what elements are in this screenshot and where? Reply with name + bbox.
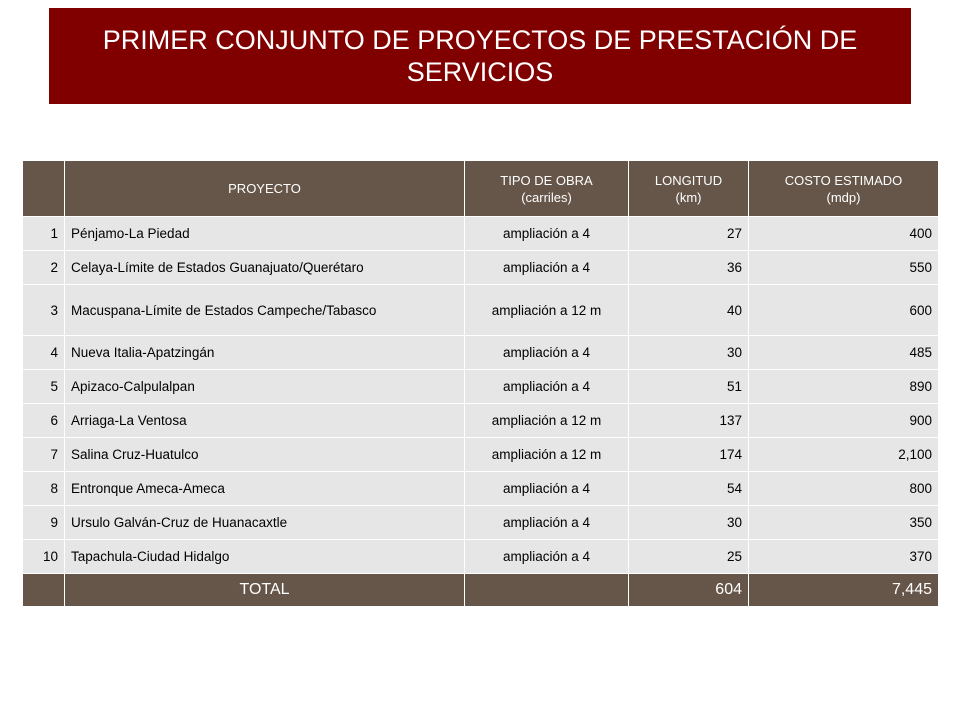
header-longitud-line1: LONGITUD — [654, 172, 723, 188]
length-km: 137 — [629, 404, 749, 438]
header-tipo-line1: TIPO DE OBRA — [500, 172, 593, 188]
table-row — [23, 217, 939, 251]
header-index — [23, 161, 65, 217]
total-estimated-cost: 7,445 — [749, 574, 939, 607]
table-row — [23, 370, 939, 404]
total-tipo-cell — [465, 574, 629, 607]
length-km: 36 — [629, 251, 749, 285]
work-type: ampliación a 4 — [465, 251, 629, 285]
header-proyecto: PROYECTO — [65, 161, 465, 217]
project-name: Tapachula-Ciudad Hidalgo — [65, 540, 465, 574]
work-type: ampliación a 4 — [465, 336, 629, 370]
table-row — [23, 251, 939, 285]
table-header-row — [23, 161, 939, 217]
header-longitud — [629, 161, 749, 217]
estimated-cost: 350 — [749, 506, 939, 540]
row-number: 7 — [23, 438, 65, 472]
header-costo-line2: (mdp) — [826, 189, 861, 205]
total-length-km: 604 — [629, 574, 749, 607]
project-name: Arriaga-La Ventosa — [65, 404, 465, 438]
estimated-cost: 485 — [749, 336, 939, 370]
header-longitud-line2: (km) — [675, 189, 702, 205]
table-row — [23, 472, 939, 506]
project-name: Nueva Italia-Apatzingán — [65, 336, 465, 370]
project-name: Celaya-Límite de Estados Guanajuato/Querétaro — [65, 251, 465, 285]
length-km: 25 — [629, 540, 749, 574]
estimated-cost: 800 — [749, 472, 939, 506]
project-name: Entronque Ameca-Ameca — [65, 472, 465, 506]
project-name: Apizaco-Calpulalpan — [65, 370, 465, 404]
estimated-cost: 370 — [749, 540, 939, 574]
work-type: ampliación a 4 — [465, 540, 629, 574]
length-km: 30 — [629, 506, 749, 540]
row-number: 10 — [23, 540, 65, 574]
length-km: 27 — [629, 217, 749, 251]
work-type: ampliación a 12 m — [465, 438, 629, 472]
work-type: ampliación a 4 — [465, 472, 629, 506]
header-tipo-line2: (carriles) — [521, 189, 572, 205]
projects-table — [22, 160, 939, 607]
page-title — [49, 8, 911, 104]
table-row — [23, 285, 939, 336]
row-number: 2 — [23, 251, 65, 285]
row-number: 9 — [23, 506, 65, 540]
length-km: 54 — [629, 472, 749, 506]
work-type: ampliación a 4 — [465, 506, 629, 540]
row-number: 5 — [23, 370, 65, 404]
table-row — [23, 336, 939, 370]
table-row — [23, 404, 939, 438]
work-type: ampliación a 12 m — [465, 404, 629, 438]
estimated-cost: 400 — [749, 217, 939, 251]
table-row — [23, 540, 939, 574]
work-type: ampliación a 4 — [465, 370, 629, 404]
total-index-cell — [23, 574, 65, 607]
length-km: 30 — [629, 336, 749, 370]
estimated-cost: 550 — [749, 251, 939, 285]
header-tipo — [465, 161, 629, 217]
row-number: 3 — [23, 285, 65, 336]
work-type: ampliación a 12 m — [465, 285, 629, 336]
table-row — [23, 506, 939, 540]
estimated-cost: 900 — [749, 404, 939, 438]
header-costo — [749, 161, 939, 217]
project-name: Ursulo Galván-Cruz de Huanacaxtle — [65, 506, 465, 540]
row-number: 8 — [23, 472, 65, 506]
project-name: Pénjamo-La Piedad — [65, 217, 465, 251]
row-number: 4 — [23, 336, 65, 370]
project-name: Salina Cruz-Huatulco — [65, 438, 465, 472]
project-name: Macuspana-Límite de Estados Campeche/Tabasco — [65, 285, 465, 336]
length-km: 174 — [629, 438, 749, 472]
header-costo-line1: COSTO ESTIMADO — [784, 172, 903, 188]
total-row — [23, 574, 939, 607]
estimated-cost: 600 — [749, 285, 939, 336]
row-number: 6 — [23, 404, 65, 438]
work-type: ampliación a 4 — [465, 217, 629, 251]
length-km: 51 — [629, 370, 749, 404]
estimated-cost: 890 — [749, 370, 939, 404]
table-row — [23, 438, 939, 472]
length-km: 40 — [629, 285, 749, 336]
estimated-cost: 2,100 — [749, 438, 939, 472]
page-title-text: PRIMER CONJUNTO DE PROYECTOS DE PRESTACIÓN DE SERVICIOS — [102, 25, 858, 87]
row-number: 1 — [23, 217, 65, 251]
total-label: TOTAL — [65, 574, 465, 607]
